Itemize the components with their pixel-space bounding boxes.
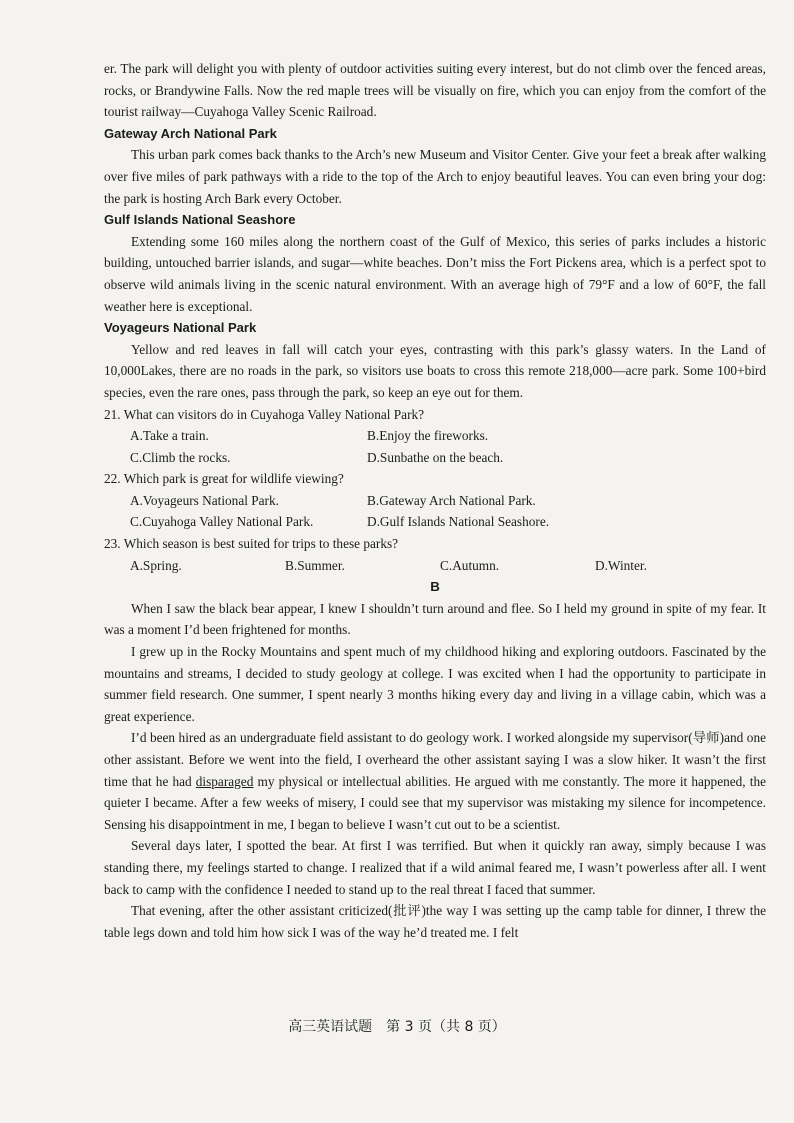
question-22-stem: 22. Which park is great for wildlife viewing?: [104, 471, 344, 487]
paragraph-text: my physical or intellectual abilities. He argued with me constantly. The more it happened, the quieter I became. After a few weeks of misery, I could see that my supervisor was mistaking my silence for incompetence. Sensing his disappointment in me, I began to believe I wasn’t cut out to be a scientist.: [104, 773, 766, 832]
park-heading: Gateway Arch National Park: [104, 125, 277, 141]
passage-a-paragraph: Yellow and red leaves in fall will catch your eyes, contrasting with this park’s glassy waters. In the Land of 10,000Lakes, there are no roads in the park, so visitors use boats to cross this remote 218,000—acre park. Some 100+bird species, even the rare ones, pass through the park, so keep an eye out for them.: [104, 341, 766, 400]
question-23-options-row: [104, 555, 766, 577]
passage-b-paragraph: When I saw the black bear appear, I knew I shouldn’t turn around and flee. So I held my ground in spite of my fear. It was a moment I’d been frightened for months.: [104, 600, 766, 638]
question-22-options-row: [104, 490, 766, 512]
passage-b-paragraph: I grew up in the Rocky Mountains and spent much of my childhood hiking and exploring outdoors. Fascinated by the mountains and streams, I decided to study geology at college. I was excited when I had the opportunity to participate in summer field research. One summer, I spent nearly 3 months hiking every day and living in a village cabin, which was a great experience.: [104, 644, 766, 724]
option-d: D.Sunbathe on the beach.: [367, 449, 504, 465]
park-heading: Voyageurs National Park: [104, 320, 257, 336]
passage-b-paragraph: [104, 727, 766, 835]
page-content: [104, 58, 766, 943]
underlined-word: disparaged: [195, 773, 254, 789]
question-23-stem: 23. Which season is best suited for trips to these parks?: [104, 536, 399, 552]
option-b: B.Gateway Arch National Park.: [367, 492, 536, 508]
option-a: A.Voyageurs National Park.: [130, 492, 279, 508]
option-c: C.Autumn.: [440, 557, 500, 573]
passage-a-paragraph: This urban park comes back thanks to the Arch’s new Museum and Visitor Center. Give your feet a break after walking over five miles of park pathways with a ride to the top of the Arch to enjoy beautiful leaves. You can even bring your dog: the park is hosting Arch Bark every October.: [104, 147, 766, 206]
park-heading: Gulf Islands National Seashore: [104, 212, 296, 228]
passage-b-paragraph: That evening, after the other assistant criticized(批评)the way I was setting up the camp table for dinner, I threw the table legs down and told him how sick I was of the way he’d treated me. I felt: [104, 903, 766, 940]
option-a: A.Take a train.: [130, 428, 209, 444]
question-22-options-row: [104, 511, 766, 533]
passage-a-paragraph: Extending some 160 miles along the northern coast of the Gulf of Mexico, this series of parks includes a historic building, untouched barrier islands, and sugar—white beaches. Don’t miss the Fort Pickens area, which is a perfect spot to observe wild animals living in the scenic natural environment. With an average high of 79°F and a low of 60°F, the fall weather here is exceptional.: [104, 233, 766, 314]
page-footer: 高三英语试题 第 3 页（共 8 页）: [288, 1019, 506, 1035]
passage-b-paragraph: Several days later, I spotted the bear. At first I was terrified. But when it quickly ran away, simply because I was standing there, my feelings started to change. I realized that if a wild animal feared me, I wasn’t powerless after all. I went back to camp with the confidence I needed to stand up to the real threat I faced that summer.: [104, 838, 766, 897]
option-c: C.Climb the rocks.: [130, 449, 231, 465]
question-21-options-row: [104, 447, 766, 469]
option-a: A.Spring.: [130, 557, 182, 573]
option-b: B.Summer.: [285, 557, 345, 573]
question-21-options-row: [104, 425, 766, 447]
option-d: D.Gulf Islands National Seashore.: [367, 514, 550, 530]
question-21-stem: 21. What can visitors do in Cuyahoga Valley National Park?: [104, 406, 425, 422]
section-label: B: [430, 579, 440, 595]
passage-a-paragraph: er. The park will delight you with plenty of outdoor activities suiting every interest, but do not climb over the fenced areas, rocks, or Brandywine Falls. Now the red maple trees will be visually on fire, which you can enjoy from the comfort of the tourist railway—Cuyahoga Valley Scenic Railroad.: [104, 61, 766, 120]
option-c: C.Cuyahoga Valley National Park.: [130, 514, 314, 530]
option-b: B.Enjoy the fireworks.: [367, 428, 489, 444]
option-d: D.Winter.: [595, 557, 647, 573]
paragraph-text: I’d been hired as an undergraduate field assistant to do geology work. I worked alongside my supervisor(导师)and one other assistant. Before we went into the field, I overheard the other assistant saying I was a slow hiker. It wasn’t the first time that he had: [104, 730, 766, 789]
